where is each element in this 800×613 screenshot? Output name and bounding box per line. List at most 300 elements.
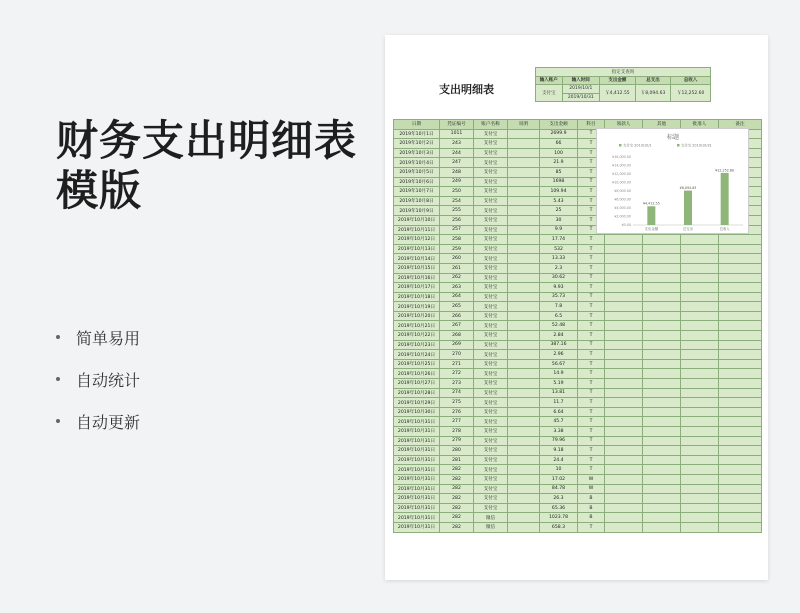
table-cell[interactable]: 254 [440, 196, 474, 206]
table-cell[interactable]: 支付宝 [474, 474, 508, 484]
table-cell[interactable]: 272 [440, 369, 474, 379]
table-cell[interactable]: 支付宝 [474, 177, 508, 187]
table-cell[interactable]: 支付宝 [474, 398, 508, 408]
table-cell[interactable] [681, 331, 719, 341]
table-cell[interactable] [681, 302, 719, 312]
table-cell[interactable] [681, 369, 719, 379]
table-cell[interactable] [508, 427, 540, 437]
table-cell[interactable]: 2019年10月18日 [394, 292, 440, 302]
table-cell[interactable] [719, 427, 762, 437]
table-cell[interactable]: 250 [440, 187, 474, 197]
table-cell[interactable] [681, 273, 719, 283]
table-cell[interactable] [643, 436, 681, 446]
table-cell[interactable]: 65.36 [540, 503, 578, 513]
table-cell[interactable]: 3.38 [540, 427, 578, 437]
table-cell[interactable]: 支付宝 [474, 350, 508, 360]
table-cell[interactable]: 10 [540, 465, 578, 475]
table-cell[interactable]: 2019年10月1日 [394, 129, 440, 139]
table-cell[interactable]: 2019年10月16日 [394, 273, 440, 283]
table-cell[interactable]: 247 [440, 158, 474, 168]
table-cell[interactable] [681, 455, 719, 465]
table-cell[interactable]: 支付宝 [474, 465, 508, 475]
table-cell[interactable]: 支付宝 [474, 427, 508, 437]
table-cell[interactable]: 24.4 [540, 455, 578, 465]
table-cell[interactable] [719, 283, 762, 293]
table-cell[interactable]: 支付宝 [474, 446, 508, 456]
table-cell[interactable]: T [578, 407, 605, 417]
table-cell[interactable]: 2019年10月31日 [394, 503, 440, 513]
table-cell[interactable]: 微信 [474, 522, 508, 532]
table-cell[interactable]: 2019年10月10日 [394, 215, 440, 225]
table-cell[interactable] [643, 494, 681, 504]
table-cell[interactable] [643, 398, 681, 408]
table-cell[interactable] [643, 292, 681, 302]
table-cell[interactable] [643, 484, 681, 494]
table-cell[interactable]: 84.78 [540, 484, 578, 494]
table-cell[interactable]: 2019年10月31日 [394, 427, 440, 437]
table-cell[interactable]: 2019年10月25日 [394, 359, 440, 369]
table-cell[interactable]: T [578, 302, 605, 312]
table-cell[interactable] [605, 513, 643, 523]
table-cell[interactable]: T [578, 254, 605, 264]
table-cell[interactable] [681, 417, 719, 427]
table-cell[interactable] [719, 503, 762, 513]
table-cell[interactable]: 支付宝 [474, 263, 508, 273]
table-cell[interactable]: 6.64 [540, 407, 578, 417]
table-cell[interactable]: 支付宝 [474, 369, 508, 379]
table-cell[interactable] [508, 311, 540, 321]
table-cell[interactable]: 2019年10月24日 [394, 350, 440, 360]
table-cell[interactable] [719, 465, 762, 475]
table-cell[interactable]: 2019年10月7日 [394, 187, 440, 197]
table-cell[interactable]: 100 [540, 148, 578, 158]
table-cell[interactable] [508, 129, 540, 139]
table-cell[interactable]: 282 [440, 494, 474, 504]
table-cell[interactable]: 支付宝 [474, 196, 508, 206]
table-cell[interactable] [508, 139, 540, 149]
table-cell[interactable] [643, 235, 681, 245]
table-cell[interactable]: T [578, 417, 605, 427]
table-cell[interactable]: 270 [440, 350, 474, 360]
table-cell[interactable] [508, 503, 540, 513]
table-cell[interactable] [508, 158, 540, 168]
table-cell[interactable]: T [578, 359, 605, 369]
table-cell[interactable] [719, 302, 762, 312]
table-cell[interactable]: T [578, 273, 605, 283]
table-cell[interactable] [681, 244, 719, 254]
table-cell[interactable]: 1023.78 [540, 513, 578, 523]
table-cell[interactable] [643, 407, 681, 417]
table-cell[interactable]: 2.84 [540, 331, 578, 341]
table-cell[interactable] [681, 513, 719, 523]
table-cell[interactable]: 13.81 [540, 388, 578, 398]
table-cell[interactable]: T [578, 465, 605, 475]
table-cell[interactable] [681, 398, 719, 408]
table-cell[interactable] [681, 427, 719, 437]
table-cell[interactable]: 9.93 [540, 283, 578, 293]
table-cell[interactable]: 2019年10月29日 [394, 398, 440, 408]
table-cell[interactable]: 264 [440, 292, 474, 302]
table-cell[interactable]: 9.18 [540, 446, 578, 456]
table-cell[interactable] [508, 494, 540, 504]
table-cell[interactable]: T [578, 455, 605, 465]
table-cell[interactable]: 658.3 [540, 522, 578, 532]
table-cell[interactable] [605, 283, 643, 293]
table-cell[interactable] [508, 244, 540, 254]
table-cell[interactable]: 2019年10月31日 [394, 494, 440, 504]
table-cell[interactable]: T [578, 340, 605, 350]
table-cell[interactable]: 56.67 [540, 359, 578, 369]
table-cell[interactable]: 14.9 [540, 369, 578, 379]
table-cell[interactable]: 2019年10月31日 [394, 465, 440, 475]
table-cell[interactable]: 支付宝 [474, 254, 508, 264]
table-cell[interactable] [605, 311, 643, 321]
table-cell[interactable] [643, 340, 681, 350]
table-cell[interactable]: 7.8 [540, 302, 578, 312]
table-cell[interactable] [605, 407, 643, 417]
table-cell[interactable]: 支付宝 [474, 273, 508, 283]
table-cell[interactable] [508, 302, 540, 312]
table-cell[interactable] [719, 321, 762, 331]
table-cell[interactable]: 2019年10月11日 [394, 225, 440, 235]
table-cell[interactable] [681, 379, 719, 389]
table-cell[interactable]: 6.5 [540, 311, 578, 321]
table-cell[interactable] [508, 254, 540, 264]
table-cell[interactable]: 2019年10月9日 [394, 206, 440, 216]
table-cell[interactable]: T [578, 522, 605, 532]
table-cell[interactable]: 支付宝 [474, 379, 508, 389]
table-cell[interactable] [508, 331, 540, 341]
table-cell[interactable] [681, 235, 719, 245]
table-cell[interactable] [605, 302, 643, 312]
table-cell[interactable]: 支付宝 [474, 494, 508, 504]
table-cell[interactable] [643, 331, 681, 341]
table-cell[interactable] [508, 407, 540, 417]
query-date-from-cell[interactable]: 2019/10/1 [562, 85, 600, 94]
table-cell[interactable] [681, 321, 719, 331]
table-cell[interactable] [643, 474, 681, 484]
table-cell[interactable]: 261 [440, 263, 474, 273]
table-cell[interactable]: T [578, 167, 605, 177]
table-cell[interactable]: 支付宝 [474, 139, 508, 149]
table-cell[interactable]: 249 [440, 177, 474, 187]
table-cell[interactable]: 5.19 [540, 379, 578, 389]
table-cell[interactable] [719, 273, 762, 283]
table-cell[interactable]: 2.96 [540, 350, 578, 360]
table-cell[interactable]: 2019年10月26日 [394, 369, 440, 379]
table-cell[interactable] [643, 263, 681, 273]
table-cell[interactable]: T [578, 177, 605, 187]
table-cell[interactable]: 2019年10月28日 [394, 388, 440, 398]
table-cell[interactable] [681, 292, 719, 302]
table-cell[interactable]: 17.02 [540, 474, 578, 484]
table-cell[interactable]: 支付宝 [474, 206, 508, 216]
table-cell[interactable]: 2019年10月6日 [394, 177, 440, 187]
table-cell[interactable]: T [578, 139, 605, 149]
table-cell[interactable] [508, 465, 540, 475]
table-cell[interactable]: 262 [440, 273, 474, 283]
table-cell[interactable] [605, 436, 643, 446]
table-cell[interactable] [508, 196, 540, 206]
table-cell[interactable]: 2019年10月20日 [394, 311, 440, 321]
table-cell[interactable] [719, 235, 762, 245]
table-cell[interactable]: 256 [440, 215, 474, 225]
table-cell[interactable] [643, 388, 681, 398]
table-cell[interactable] [605, 244, 643, 254]
table-cell[interactable]: 5.43 [540, 196, 578, 206]
table-cell[interactable]: 273 [440, 379, 474, 389]
table-cell[interactable] [719, 292, 762, 302]
table-cell[interactable]: 2019年10月31日 [394, 436, 440, 446]
table-cell[interactable]: B [578, 513, 605, 523]
table-cell[interactable] [719, 522, 762, 532]
table-cell[interactable]: 282 [440, 522, 474, 532]
table-cell[interactable] [643, 283, 681, 293]
table-cell[interactable] [508, 225, 540, 235]
table-cell[interactable]: T [578, 129, 605, 139]
table-cell[interactable]: 支付宝 [474, 215, 508, 225]
table-cell[interactable]: 21.9 [540, 158, 578, 168]
table-cell[interactable] [681, 311, 719, 321]
table-cell[interactable]: 11.7 [540, 398, 578, 408]
table-cell[interactable] [719, 474, 762, 484]
table-cell[interactable] [681, 283, 719, 293]
table-cell[interactable] [681, 494, 719, 504]
table-cell[interactable]: 支付宝 [474, 244, 508, 254]
table-cell[interactable]: 268 [440, 331, 474, 341]
table-cell[interactable]: 支付宝 [474, 292, 508, 302]
table-cell[interactable]: 2019年10月4日 [394, 158, 440, 168]
table-cell[interactable] [508, 148, 540, 158]
table-cell[interactable] [719, 494, 762, 504]
table-cell[interactable] [508, 321, 540, 331]
table-cell[interactable] [508, 177, 540, 187]
table-cell[interactable]: 支付宝 [474, 302, 508, 312]
table-cell[interactable]: 109.94 [540, 187, 578, 197]
table-cell[interactable] [719, 369, 762, 379]
table-cell[interactable]: 269 [440, 340, 474, 350]
table-cell[interactable] [643, 254, 681, 264]
table-cell[interactable]: 2019年10月14日 [394, 254, 440, 264]
table-cell[interactable] [508, 398, 540, 408]
table-cell[interactable]: 2019年10月12日 [394, 235, 440, 245]
table-cell[interactable]: T [578, 369, 605, 379]
table-cell[interactable] [508, 369, 540, 379]
table-cell[interactable] [605, 427, 643, 437]
table-cell[interactable]: 支付宝 [474, 359, 508, 369]
table-cell[interactable]: 2019年10月2日 [394, 139, 440, 149]
table-cell[interactable] [508, 446, 540, 456]
table-cell[interactable] [681, 340, 719, 350]
table-cell[interactable]: 25 [540, 206, 578, 216]
table-cell[interactable] [508, 436, 540, 446]
table-cell[interactable] [681, 446, 719, 456]
table-cell[interactable] [605, 503, 643, 513]
table-cell[interactable]: 282 [440, 484, 474, 494]
table-cell[interactable]: T [578, 388, 605, 398]
table-cell[interactable]: 17.74 [540, 235, 578, 245]
table-cell[interactable]: 532 [540, 244, 578, 254]
table-cell[interactable]: W [578, 484, 605, 494]
table-cell[interactable]: 282 [440, 503, 474, 513]
table-cell[interactable] [508, 513, 540, 523]
table-cell[interactable]: 1698 [540, 177, 578, 187]
table-cell[interactable]: 2019年10月3日 [394, 148, 440, 158]
table-cell[interactable]: 1011 [440, 129, 474, 139]
table-cell[interactable]: 支付宝 [474, 225, 508, 235]
table-cell[interactable]: 30.62 [540, 273, 578, 283]
table-cell[interactable] [643, 503, 681, 513]
table-cell[interactable] [605, 417, 643, 427]
table-cell[interactable]: T [578, 215, 605, 225]
table-cell[interactable]: T [578, 292, 605, 302]
table-cell[interactable] [508, 292, 540, 302]
table-cell[interactable] [681, 407, 719, 417]
table-cell[interactable] [508, 474, 540, 484]
table-cell[interactable] [508, 484, 540, 494]
table-cell[interactable]: 2019年10月31日 [394, 513, 440, 523]
table-cell[interactable]: 2019年10月31日 [394, 446, 440, 456]
table-cell[interactable]: 387.16 [540, 340, 578, 350]
table-cell[interactable] [719, 417, 762, 427]
table-cell[interactable] [719, 311, 762, 321]
table-cell[interactable] [643, 302, 681, 312]
table-cell[interactable] [643, 359, 681, 369]
table-cell[interactable]: 2019年10月8日 [394, 196, 440, 206]
table-cell[interactable] [605, 273, 643, 283]
table-cell[interactable] [605, 235, 643, 245]
table-cell[interactable]: 支付宝 [474, 407, 508, 417]
table-cell[interactable] [508, 263, 540, 273]
table-cell[interactable]: 2019年10月21日 [394, 321, 440, 331]
table-cell[interactable] [643, 446, 681, 456]
table-cell[interactable]: 2019年10月31日 [394, 484, 440, 494]
table-cell[interactable]: 9.9 [540, 225, 578, 235]
table-cell[interactable]: T [578, 311, 605, 321]
table-cell[interactable]: 2019年10月13日 [394, 244, 440, 254]
table-cell[interactable]: 支付宝 [474, 417, 508, 427]
table-cell[interactable] [643, 244, 681, 254]
table-cell[interactable] [681, 388, 719, 398]
table-cell[interactable] [719, 244, 762, 254]
table-cell[interactable]: T [578, 321, 605, 331]
table-cell[interactable] [681, 503, 719, 513]
table-cell[interactable]: 278 [440, 427, 474, 437]
table-cell[interactable] [605, 398, 643, 408]
table-cell[interactable]: T [578, 158, 605, 168]
table-cell[interactable]: 支付宝 [474, 311, 508, 321]
table-cell[interactable]: 2019年10月15日 [394, 263, 440, 273]
table-cell[interactable]: 2019年10月31日 [394, 417, 440, 427]
table-cell[interactable] [643, 273, 681, 283]
table-cell[interactable]: 266 [440, 311, 474, 321]
table-cell[interactable]: 2.3 [540, 263, 578, 273]
table-cell[interactable] [643, 311, 681, 321]
table-cell[interactable]: 259 [440, 244, 474, 254]
table-cell[interactable] [719, 446, 762, 456]
table-cell[interactable]: 277 [440, 417, 474, 427]
table-cell[interactable] [643, 350, 681, 360]
table-cell[interactable] [719, 398, 762, 408]
table-cell[interactable] [681, 436, 719, 446]
table-cell[interactable] [719, 513, 762, 523]
table-cell[interactable]: 281 [440, 455, 474, 465]
table-cell[interactable] [681, 359, 719, 369]
table-cell[interactable]: T [578, 263, 605, 273]
table-cell[interactable] [605, 292, 643, 302]
table-cell[interactable] [643, 522, 681, 532]
table-cell[interactable] [719, 254, 762, 264]
table-cell[interactable] [643, 379, 681, 389]
table-cell[interactable] [605, 331, 643, 341]
table-cell[interactable] [719, 455, 762, 465]
table-cell[interactable] [605, 494, 643, 504]
table-cell[interactable]: 243 [440, 139, 474, 149]
table-cell[interactable]: 支付宝 [474, 235, 508, 245]
table-cell[interactable] [605, 465, 643, 475]
table-cell[interactable] [719, 263, 762, 273]
table-cell[interactable] [681, 465, 719, 475]
table-cell[interactable]: 274 [440, 388, 474, 398]
table-cell[interactable]: T [578, 187, 605, 197]
table-cell[interactable] [719, 379, 762, 389]
table-cell[interactable]: 2019年10月23日 [394, 340, 440, 350]
table-cell[interactable]: 275 [440, 398, 474, 408]
table-cell[interactable]: 支付宝 [474, 331, 508, 341]
table-cell[interactable] [681, 263, 719, 273]
table-cell[interactable] [643, 427, 681, 437]
table-cell[interactable]: 支付宝 [474, 158, 508, 168]
table-cell[interactable]: 2019年10月5日 [394, 167, 440, 177]
table-cell[interactable] [508, 283, 540, 293]
table-cell[interactable]: T [578, 206, 605, 216]
table-cell[interactable]: 282 [440, 513, 474, 523]
table-cell[interactable]: 45.7 [540, 417, 578, 427]
table-cell[interactable] [719, 388, 762, 398]
table-cell[interactable]: T [578, 436, 605, 446]
table-cell[interactable] [508, 273, 540, 283]
table-cell[interactable] [605, 379, 643, 389]
table-cell[interactable] [719, 407, 762, 417]
table-cell[interactable]: 30 [540, 215, 578, 225]
table-cell[interactable] [508, 235, 540, 245]
table-cell[interactable]: 35.73 [540, 292, 578, 302]
table-cell[interactable] [681, 254, 719, 264]
table-cell[interactable]: T [578, 398, 605, 408]
table-cell[interactable] [605, 446, 643, 456]
table-cell[interactable] [605, 359, 643, 369]
query-account-cell[interactable]: 支付宝 [536, 85, 563, 102]
table-cell[interactable]: 280 [440, 446, 474, 456]
table-cell[interactable]: 255 [440, 206, 474, 216]
table-cell[interactable] [681, 350, 719, 360]
table-cell[interactable]: W [578, 474, 605, 484]
table-cell[interactable]: 52.48 [540, 321, 578, 331]
table-cell[interactable]: T [578, 350, 605, 360]
table-cell[interactable] [605, 340, 643, 350]
table-cell[interactable] [605, 474, 643, 484]
table-cell[interactable]: B [578, 503, 605, 513]
table-cell[interactable]: 2019年10月19日 [394, 302, 440, 312]
table-cell[interactable]: 2019年10月31日 [394, 474, 440, 484]
table-cell[interactable] [508, 388, 540, 398]
table-cell[interactable] [643, 417, 681, 427]
table-cell[interactable]: T [578, 427, 605, 437]
table-cell[interactable]: 257 [440, 225, 474, 235]
table-cell[interactable] [605, 522, 643, 532]
table-cell[interactable]: 267 [440, 321, 474, 331]
table-cell[interactable]: 支付宝 [474, 129, 508, 139]
